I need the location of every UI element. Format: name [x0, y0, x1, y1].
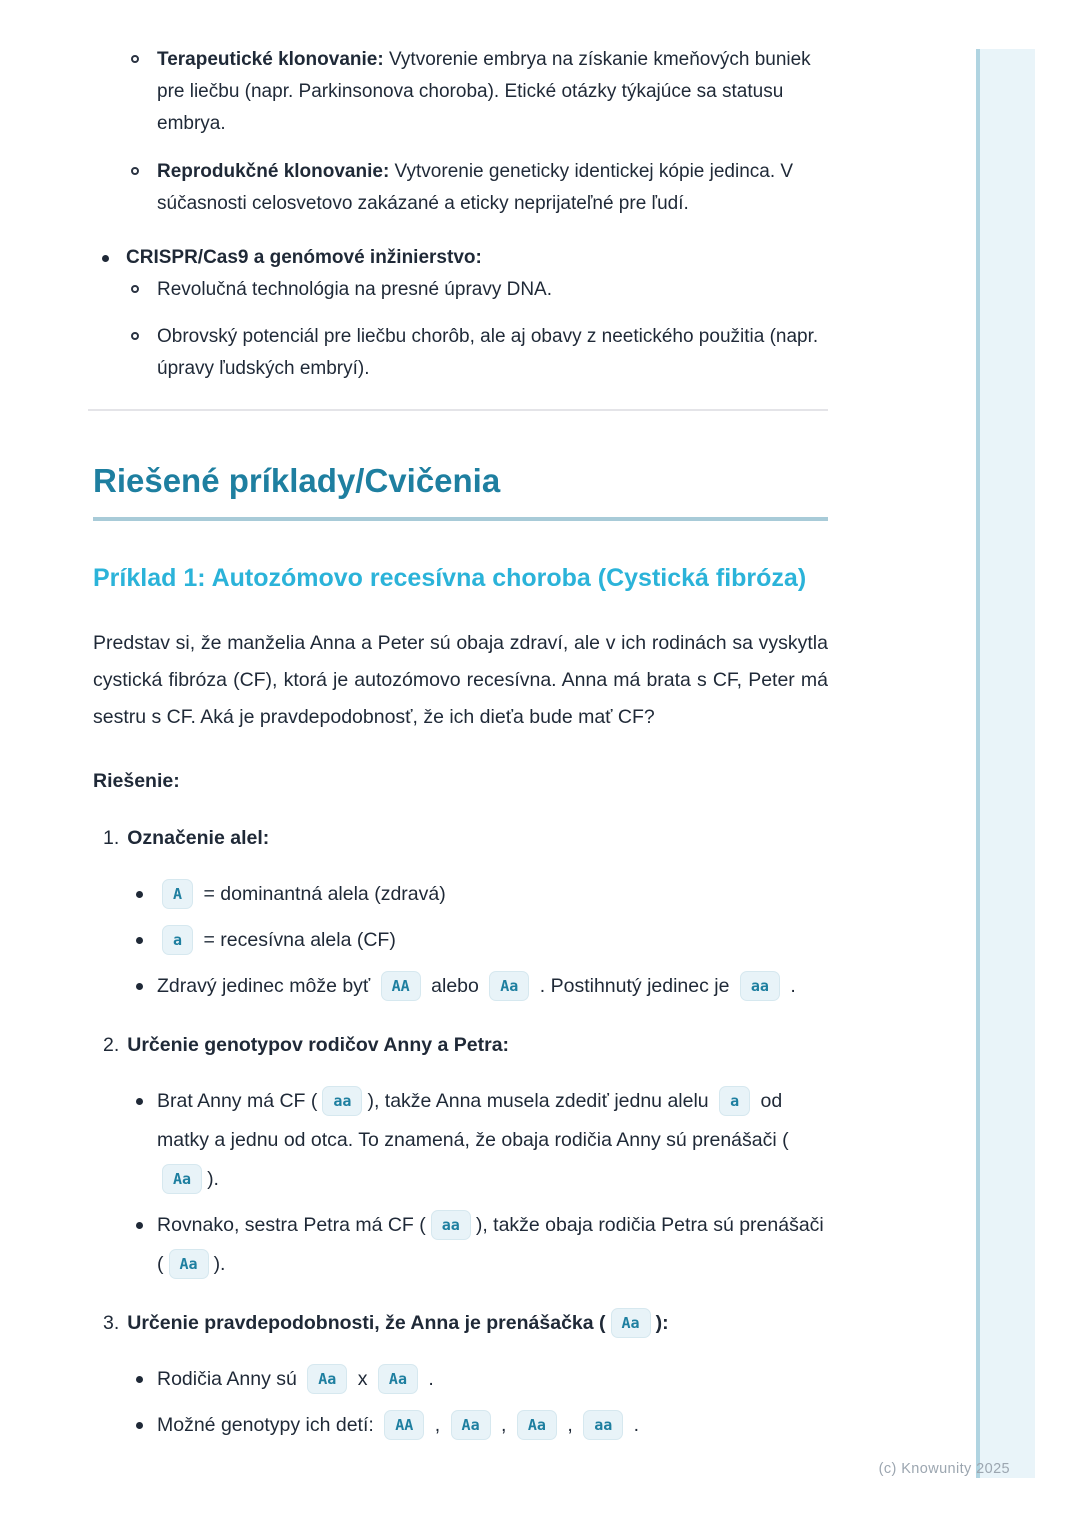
step-heading	[93, 1306, 828, 1340]
bold-lead-text: Reprodukčné klonovanie:	[157, 161, 390, 182]
step-title: Určenie genotypov rodičov Anny a Petra:	[127, 1034, 510, 1057]
genotype-badge: aa	[431, 1210, 471, 1240]
step-bullet-list	[93, 1360, 828, 1445]
step-heading	[93, 1028, 828, 1062]
genotype-badge: AA	[381, 971, 421, 1001]
list-item: Terapeutické klonovanie: Vytvorenie embrya na získanie kmeňových buniek pre liečbu (napr. Parkinsonova choroba). Etické otázky týkajúce sa statusu embrya.	[93, 44, 828, 140]
list-item: Brat Anny má CF ( aa ), takže Anna musela zdediť jednu alelu a od matky a jednu od otca. To znamená, že obaja rodičia Anny sú prenášači (Aa ).	[93, 1082, 828, 1199]
genotype-badge: Aa	[611, 1308, 651, 1338]
list-item: Obrovský potenciál pre liečbu chorôb, ale aj obavy z neetického použitia (napr. úpravy ľudských embryí).	[93, 321, 828, 385]
solution-steps	[93, 821, 828, 1445]
solution-step	[93, 1028, 828, 1284]
genotype-badge: aa	[740, 971, 780, 1001]
crispr-sublist	[93, 274, 828, 385]
genotype-badge: Aa	[169, 1249, 209, 1279]
page-edge-decoration	[976, 49, 1035, 1478]
list-item: Rodičia Anny sú Aa x Aa .	[93, 1360, 828, 1399]
genotype-badge: aa	[583, 1410, 623, 1440]
crispr-list-item	[93, 242, 828, 274]
genotype-badge: Aa	[378, 1364, 418, 1394]
list-item: Možné genotypy ich detí: AA , Aa , Aa , aa .	[93, 1406, 828, 1445]
genotype-badge: a	[162, 925, 193, 955]
step-bullet-list	[93, 875, 828, 1006]
solution-step	[93, 821, 828, 1006]
genotype-badge: Aa	[451, 1410, 491, 1440]
list-item: a = recesívna alela (CF)	[93, 921, 828, 960]
genotype-badge: Aa	[489, 971, 529, 1001]
cloning-types-list	[93, 44, 828, 220]
step-bullet-list	[93, 1082, 828, 1284]
list-item: Zdravý jedinec môže byť AA alebo Aa . Postihnutý jedinec je aa .	[93, 967, 828, 1006]
section-title: Riešené príklady/Cvičenia	[93, 461, 828, 521]
solution-step	[93, 1306, 828, 1445]
bold-lead-text: Terapeutické klonovanie:	[157, 49, 384, 70]
document-content	[93, 0, 828, 1467]
genotype-badge: Aa	[307, 1364, 347, 1394]
list-item: Revolučná technológia na presné úpravy DNA.	[93, 274, 828, 306]
example-title: Príklad 1: Autozómovo recesívna choroba (Cystická fibróza)	[93, 563, 807, 592]
step-heading	[93, 821, 828, 855]
section-divider	[88, 409, 828, 411]
list-item: Rovnako, sestra Petra má CF ( aa ), takže obaja rodičia Petra sú prenášači ( Aa ).	[93, 1206, 828, 1284]
step-number: 2.	[103, 1034, 120, 1057]
copyright-footer: (c) Knowunity 2025	[878, 1461, 1010, 1477]
crispr-title: CRISPR/Cas9 a genómové inžinierstvo:	[126, 247, 482, 268]
step-number: 1.	[103, 827, 120, 850]
list-item: Reprodukčné klonovanie: Vytvorenie geneticky identickej kópie jedinca. V súčasnosti celosvetovo zakázané a eticky neprijateľné pre ľudí.	[93, 156, 828, 220]
step-title: Určenie pravdepodobnosti, že Anna je prenášačka ( Aa ):	[127, 1312, 668, 1334]
genotype-badge: Aa	[162, 1164, 202, 1194]
solution-label: Riešenie:	[93, 770, 180, 793]
genotype-badge: AA	[384, 1410, 424, 1440]
genotype-badge: A	[162, 879, 193, 909]
list-item: A = dominantná alela (zdravá)	[93, 875, 828, 914]
genotype-badge: Aa	[517, 1410, 557, 1440]
step-title: Označenie alel:	[127, 827, 270, 850]
genotype-badge: aa	[322, 1086, 362, 1116]
genotype-badge: a	[719, 1086, 750, 1116]
step-number: 3.	[103, 1312, 120, 1335]
example-intro: Predstav si, že manželia Anna a Peter sú obaja zdraví, ale v ich rodinách sa vyskytla cystická fibróza (CF), ktorá je autozómovo recesívna. Anna má brata s CF, Peter má sestru s CF. Aká je pravdepodobnosť, že ich dieťa bude mať CF?	[93, 632, 828, 729]
